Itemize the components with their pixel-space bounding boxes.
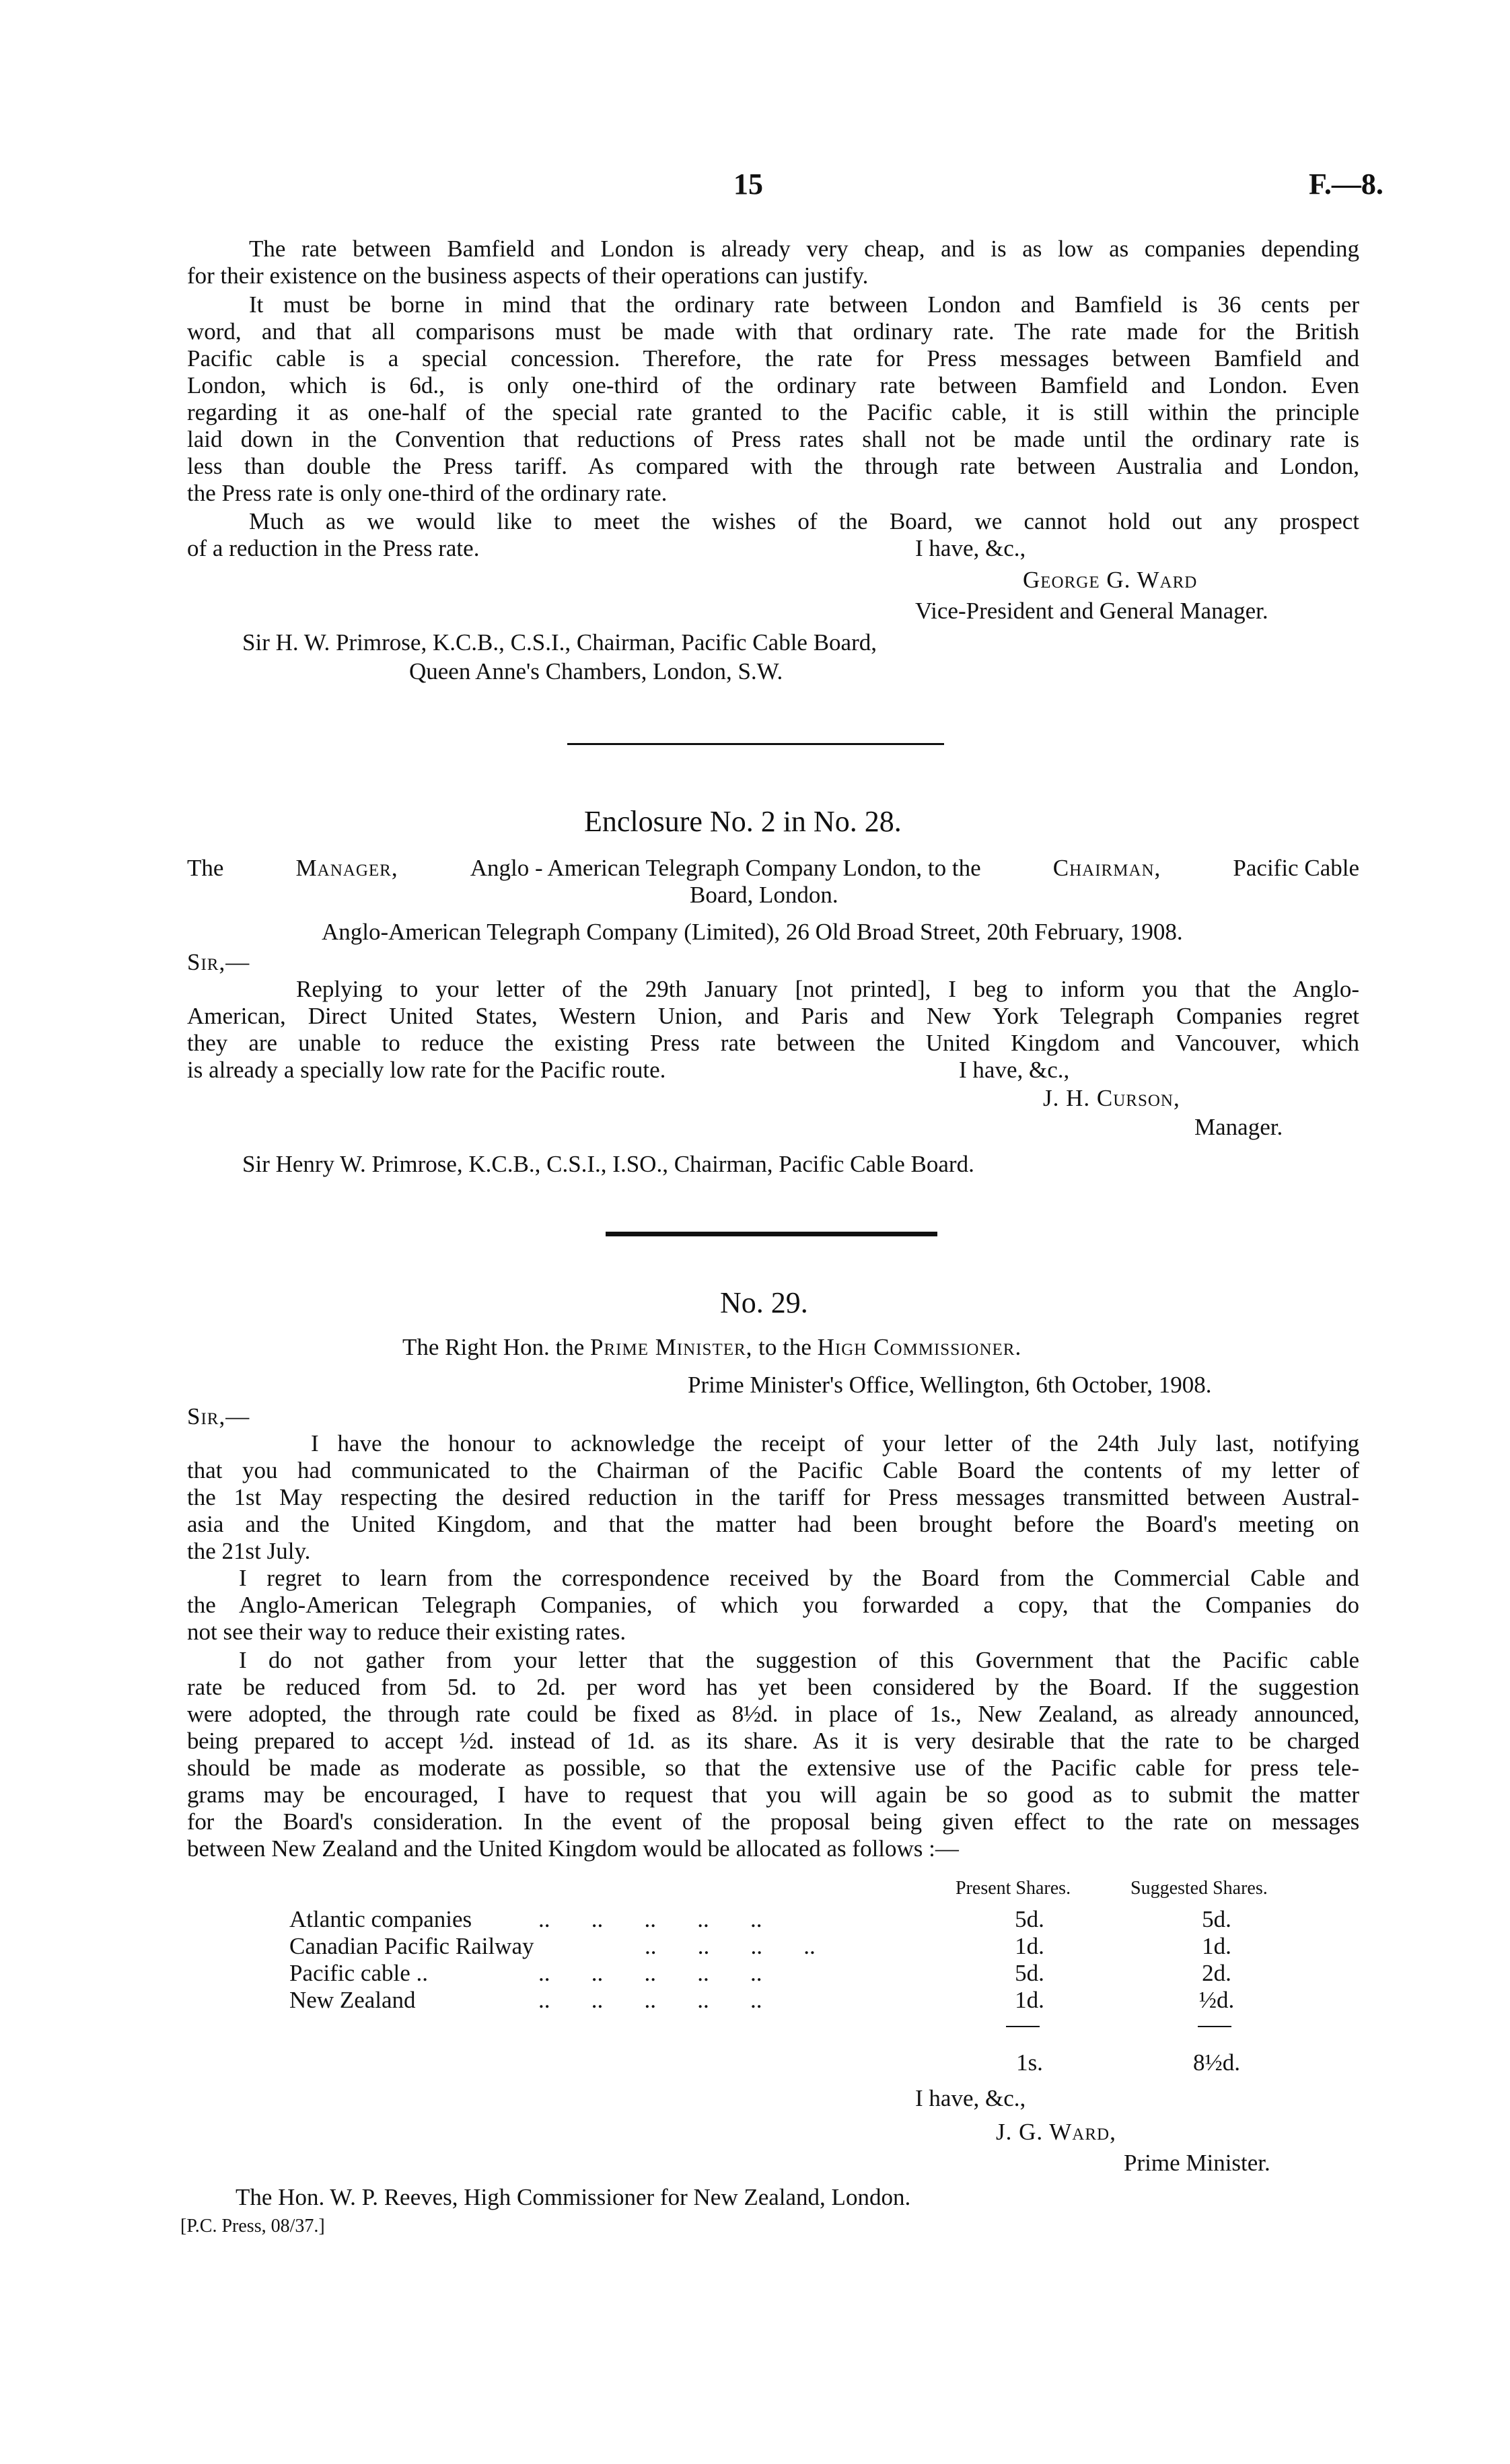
total-present: 1s.	[1016, 2049, 1043, 2076]
paragraph-line: American, Direct United States, Western Union, and Paris and New York Telegraph Companies regret	[187, 1003, 1359, 1029]
closing: I have, &c.,	[959, 1057, 1070, 1083]
paragraph-line: should be made as moderate as possible, so that the extensive use of the Pacific cable for press tele-	[187, 1755, 1359, 1781]
column-header-suggested: Suggested Shares.	[1130, 1878, 1268, 1899]
paragraph-line: being prepared to accept ½d. instead of 1d. as its share. As it is very desirable that the rate to be charged	[187, 1728, 1359, 1754]
paragraph-line: between New Zealand and the United Kingdom would be allocated as follows :—	[187, 1835, 959, 1862]
row-leaders: .. .. .. .. ..	[538, 1906, 762, 1932]
paragraph-line: the Press rate is only one-third of the ordinary rate.	[187, 480, 668, 506]
closing: I have, &c.,	[915, 2085, 1026, 2111]
column-header-present: Present Shares.	[956, 1878, 1071, 1899]
section-divider	[567, 743, 944, 745]
paragraph-line: the 21st July.	[187, 1538, 311, 1564]
paragraph-line: for their existence on the business aspects of their operations can justify.	[187, 262, 869, 289]
present-share: 5d.	[1015, 1906, 1044, 1932]
addressee-line: Sir Henry W. Primrose, K.C.B., C.S.I., I.SO., Chairman, Pacific Cable Board.	[242, 1151, 974, 1177]
paragraph-line: I do not gather from your letter that the suggestion of this Government that the Pacific cable	[239, 1647, 1359, 1673]
row-label: Atlantic companies	[289, 1906, 472, 1932]
section-heading: Enclosure No. 2 in No. 28.	[584, 805, 902, 838]
paragraph-line: for the Board's consideration. In the event of the proposal being given effect to the rate on messages	[187, 1808, 1359, 1835]
paragraph-line: grams may be encouraged, I have to request that you will again be so good as to submit the matter	[187, 1782, 1359, 1808]
route-prefix: The Right Hon. the	[402, 1334, 585, 1360]
paragraph-line: It must be borne in mind that the ordinary rate between London and Bamfield is 36 cents per	[249, 291, 1359, 318]
route-sender: Prime Minister,	[590, 1334, 753, 1360]
signer-name: George G. Ward	[1023, 567, 1198, 593]
paragraph-line: of a reduction in the Press rate.	[187, 535, 480, 561]
paragraph-line: they are unable to reduce the existing Press rate between the United Kingdom and Vancouver, which	[187, 1030, 1359, 1056]
paragraph-line: not see their way to reduce their existing rates.	[187, 1619, 626, 1645]
suggested-share: 2d.	[1202, 1960, 1231, 1986]
route-suffix: Pacific Cable	[1233, 855, 1359, 881]
row-label: Pacific cable ..	[289, 1960, 429, 1986]
paragraph-line: regarding it as one-half of the special rate granted to the Pacific cable, it is still within the principle	[187, 399, 1359, 425]
salutation: Sir,—	[187, 949, 250, 975]
total-rule-present	[1006, 2026, 1040, 2027]
total-rule-suggested	[1198, 2026, 1231, 2027]
paragraph-line: rate be reduced from 5d. to 2d. per word has yet been considered by the Board. If the suggestion	[187, 1674, 1359, 1700]
row-leaders: .. .. .. .. ..	[538, 1960, 762, 1986]
paragraph-line: asia and the United Kingdom, and that the matter had been brought before the Board's meeting on	[187, 1511, 1359, 1537]
paragraph-line: were adopted, the through rate could be fixed as 8½d. in place of 1s., New Zealand, as already announced,	[187, 1701, 1359, 1727]
signer-name: J. G. Ward,	[996, 2119, 1116, 2145]
paragraph-line: less than double the Press tariff. As compared with the through rate between Australia and London,	[187, 453, 1359, 479]
section-divider-thick	[606, 1232, 937, 1236]
present-share: 1d.	[1015, 1987, 1044, 2013]
paragraph-line: is already a specially low rate for the Pacific route.	[187, 1057, 666, 1083]
signer-title: Vice-President and General Manager.	[915, 598, 1268, 624]
suggested-share: 1d.	[1202, 1933, 1231, 1959]
route-recipient: Manager,	[295, 855, 398, 881]
series-reference: F.—8.	[1309, 168, 1383, 201]
paragraph-line: I regret to learn from the correspondence received by the Board from the Commercial Cable and	[239, 1565, 1359, 1591]
row-leaders: .. .. .. ..	[645, 1933, 816, 1959]
route-prefix: The	[187, 855, 224, 881]
paragraph-line: London, which is 6d., is only one-third of the ordinary rate between Bamfield and London. Even	[187, 372, 1359, 398]
paragraph-line: The rate between Bamfield and London is already very cheap, and is as low as companies depending	[249, 236, 1359, 262]
route-middle: Anglo - American Telegraph Company London, to the	[470, 855, 981, 881]
present-share: 5d.	[1015, 1960, 1044, 1986]
signer-title: Manager.	[1194, 1114, 1283, 1140]
salutation: Sir,—	[187, 1403, 250, 1430]
row-label: New Zealand	[289, 1987, 416, 2013]
route-line	[402, 1334, 1021, 1361]
paragraph-line: Pacific cable is a special concession. Therefore, the rate for Press messages between Bamfield and	[187, 345, 1359, 372]
total-suggested: 8½d.	[1193, 2049, 1240, 2076]
present-share: 1d.	[1015, 1933, 1044, 1959]
paragraph-line: the Anglo-American Telegraph Companies, of which you forwarded a copy, that the Companies do	[187, 1592, 1359, 1618]
route-to: to the	[758, 1334, 812, 1360]
addressee-line: Sir H. W. Primrose, K.C.B., C.S.I., Chairman, Pacific Cable Board,	[242, 629, 877, 656]
row-leaders: .. .. .. .. ..	[538, 1987, 762, 2013]
route-recipient: High Commissioner.	[817, 1334, 1022, 1360]
signer-title: Prime Minister.	[1124, 2150, 1270, 2176]
page-number: 15	[733, 168, 763, 201]
route-line-2: Board, London.	[690, 882, 838, 908]
paragraph-line: I have the honour to acknowledge the receipt of your letter of the 24th July last, notifying	[311, 1430, 1359, 1456]
paragraph-line: Much as we would like to meet the wishes of the Board, we cannot hold out any prospect	[249, 508, 1359, 534]
addressee-line: The Hon. W. P. Reeves, High Commissioner for New Zealand, London.	[236, 2184, 911, 2210]
dateline: Anglo-American Telegraph Company (Limited), 26 Old Broad Street, 20th February, 1908.	[322, 919, 1183, 945]
route-addressee: Chairman,	[1052, 855, 1161, 881]
addressee-line: Queen Anne's Chambers, London, S.W.	[409, 658, 783, 684]
section-heading: No. 29.	[720, 1286, 808, 1319]
paragraph-line: word, and that all comparisons must be made with that ordinary rate. The rate made for the British	[187, 318, 1359, 345]
suggested-share: ½d.	[1198, 1987, 1235, 2013]
suggested-share: 5d.	[1202, 1906, 1231, 1932]
paragraph-line: the 1st May respecting the desired reduction in the tariff for Press messages transmitted between Austral-	[187, 1484, 1359, 1510]
press-mark: [P.C. Press, 08/37.]	[180, 2216, 325, 2237]
paragraph-line: that you had communicated to the Chairman of the Pacific Cable Board the contents of my letter of	[187, 1457, 1359, 1483]
paragraph-line: Replying to your letter of the 29th January [not printed], I beg to inform you that the Anglo-	[296, 976, 1359, 1002]
signer-name: J. H. Curson,	[1043, 1085, 1180, 1111]
dateline: Prime Minister's Office, Wellington, 6th October, 1908.	[688, 1372, 1212, 1398]
paragraph-line: laid down in the Convention that reductions of Press rates shall not be made until the ordinary rate is	[187, 426, 1359, 452]
row-label: Canadian Pacific Railway	[289, 1933, 534, 1959]
route-line	[187, 855, 1359, 882]
closing: I have, &c.,	[915, 535, 1026, 561]
